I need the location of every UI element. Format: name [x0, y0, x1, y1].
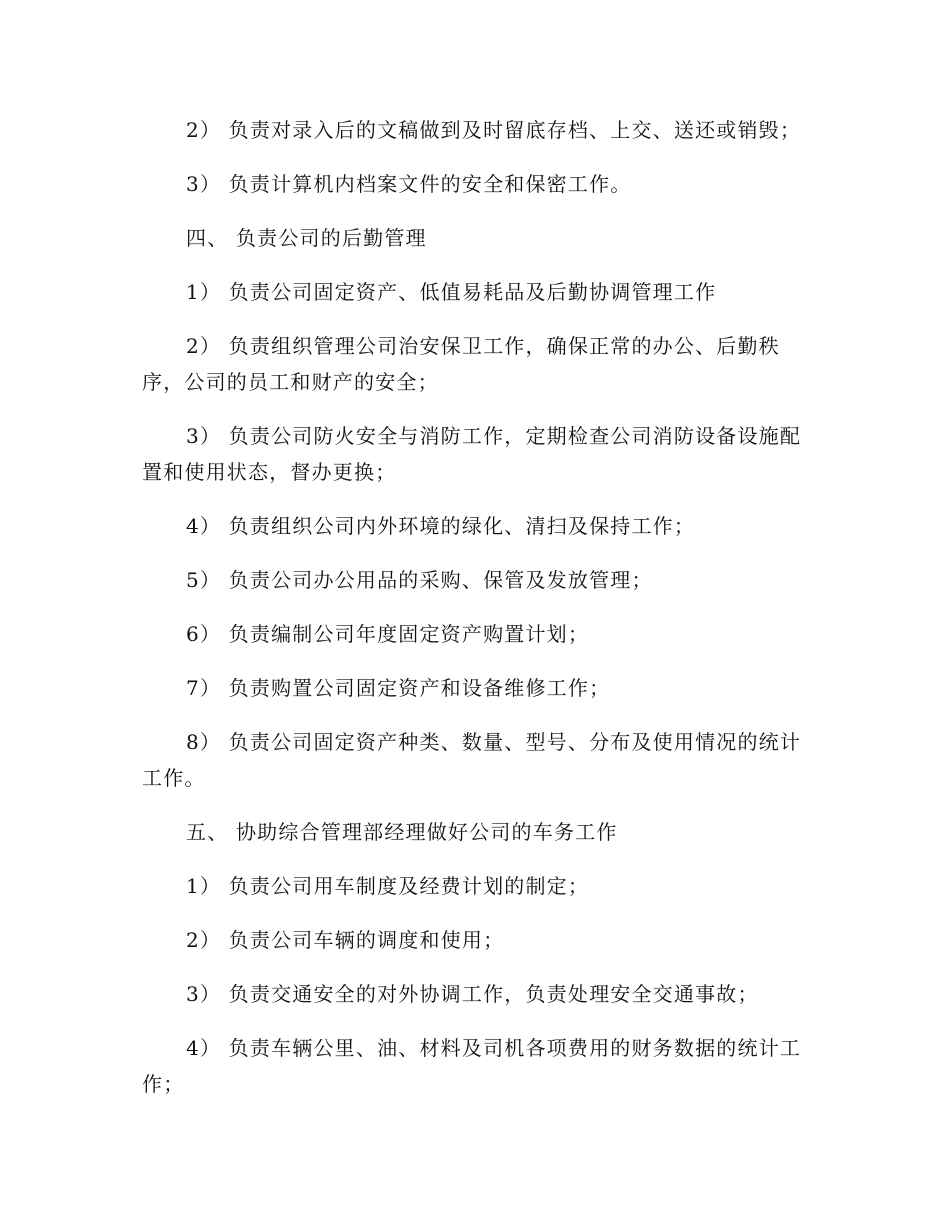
list-item-3-computer-security: 3） 负责计算机内档案文件的安全和保密工作。: [186, 172, 632, 196]
list-item-8-asset-statistics: 8） 负责公司固定资产种类、数量、型号、分布及使用情况的统计工作。: [142, 730, 802, 790]
list-item-3-fire-safety: 3） 负责公司防火安全与消防工作，定期检查公司消防设备设施配置和使用状态，督办更换；: [142, 424, 802, 484]
list-item-5-office-supplies: 5） 负责公司办公用品的采购、保管及发放管理；: [186, 568, 653, 592]
section-heading-5-vehicles: 五、 协助综合管理部经理做好公司的车务工作: [186, 820, 618, 844]
list-item-7-maintenance: 7） 负责购置公司固定资产和设备维修工作；: [186, 676, 611, 700]
list-item-3-traffic-safety: 3） 负责交通安全的对外协调工作，负责处理安全交通事故；: [186, 982, 759, 1006]
list-item-1-fixed-assets: 1） 负责公司固定资产、低值易耗品及后勤协调管理工作: [186, 280, 717, 304]
list-item-1-vehicle-policy: 1） 负责公司用车制度及经费计划的制定；: [186, 874, 590, 898]
list-item-6-purchase-plan: 6） 负责编制公司年度固定资产购置计划；: [186, 622, 590, 646]
list-item-4-environment: 4） 负责组织公司内外环境的绿化、清扫及保持工作；: [186, 514, 696, 538]
section-heading-4-logistics: 四、 负责公司的后勤管理: [186, 226, 427, 250]
list-item-2-archive: 2） 负责对录入后的文稿做到及时留底存档、上交、送还或销毁；: [186, 118, 802, 142]
list-item-2-vehicle-dispatch: 2） 负责公司车辆的调度和使用；: [186, 928, 505, 952]
list-item-4-vehicle-cost-statistics: 4） 负责车辆公里、油、材料及司机各项费用的财务数据的统计工作；: [142, 1036, 802, 1096]
list-item-2-security: 2） 负责组织管理公司治安保卫工作，确保正常的办公、后勤秩序，公司的员工和财产的安全；: [142, 334, 780, 394]
document-body: [142, 112, 802, 1102]
